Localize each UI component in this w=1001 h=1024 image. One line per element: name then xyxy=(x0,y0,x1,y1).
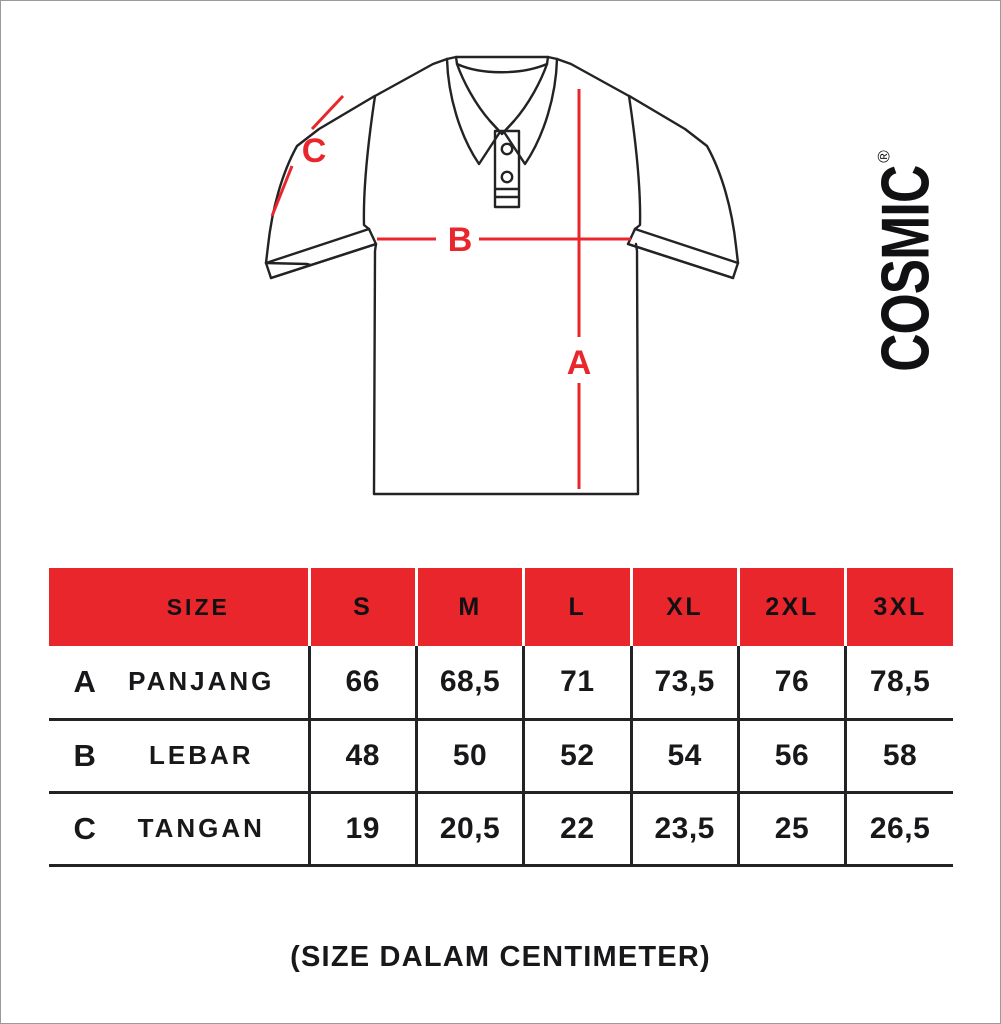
cell-tangan-xl: 23,5 xyxy=(631,792,738,865)
header-cell-2xl: 2XL xyxy=(738,568,845,646)
header-cell-m: M xyxy=(416,568,523,646)
cell-lebar-m: 50 xyxy=(416,719,523,792)
size-table xyxy=(49,568,953,867)
collar-inner-band xyxy=(457,64,547,72)
size-table-body xyxy=(49,646,953,865)
cell-lebar-2xl: 56 xyxy=(738,719,845,792)
table-row xyxy=(49,792,953,865)
cell-lebar-s: 48 xyxy=(309,719,416,792)
size-table-container xyxy=(49,568,953,867)
right-sleeve-inner-seam xyxy=(629,96,640,229)
table-row xyxy=(49,719,953,792)
cell-lebar-xl: 54 xyxy=(631,719,738,792)
left-body-side xyxy=(374,244,376,494)
neck-opening xyxy=(375,59,629,96)
registered-trademark-icon: ® xyxy=(874,150,894,163)
row-header-lebar xyxy=(49,719,309,792)
header-cell-3xl: 3XL xyxy=(846,568,953,646)
cell-tangan-m: 20,5 xyxy=(416,792,523,865)
row-header-panjang xyxy=(49,646,309,719)
table-row xyxy=(49,646,953,719)
header-cell-xl: XL xyxy=(631,568,738,646)
cell-panjang-3xl: 78,5 xyxy=(846,646,953,719)
header-cell-s: S xyxy=(309,568,416,646)
header-cell-l: L xyxy=(524,568,631,646)
cell-tangan-l: 22 xyxy=(524,792,631,865)
shirt-outline-group xyxy=(266,57,738,494)
row-letter-a: A xyxy=(73,663,97,699)
right-body-side xyxy=(636,244,638,494)
brand-wordmark: COSMIC xyxy=(868,165,944,372)
marker-label-b: B xyxy=(447,221,473,259)
header-cell-size: SIZE xyxy=(49,568,309,646)
header-row xyxy=(49,568,953,646)
cell-lebar-3xl: 58 xyxy=(846,719,953,792)
cell-panjang-m: 68,5 xyxy=(416,646,523,719)
left-sleeve-cuff-edge xyxy=(266,229,376,278)
button-placket-group xyxy=(495,131,519,207)
cell-panjang-2xl: 76 xyxy=(738,646,845,719)
cell-panjang-s: 66 xyxy=(309,646,416,719)
cell-tangan-3xl: 26,5 xyxy=(846,792,953,865)
marker-label-c: C xyxy=(301,132,327,170)
right-sleeve-cuff-edge xyxy=(628,229,738,278)
cell-panjang-l: 71 xyxy=(524,646,631,719)
row-header-tangan xyxy=(49,792,309,865)
brand-logo xyxy=(846,126,966,396)
left-sleeve-inner-seam xyxy=(364,96,375,229)
collar-outer xyxy=(447,57,557,59)
marker-label-a: A xyxy=(566,344,592,382)
row-letter-c: C xyxy=(73,810,97,846)
brand-logo-inner xyxy=(868,150,944,372)
cell-lebar-l: 52 xyxy=(524,719,631,792)
left-sleeve-cuff xyxy=(266,229,376,278)
right-sleeve-cuff xyxy=(628,229,738,278)
cell-tangan-s: 19 xyxy=(309,792,416,865)
button-placket xyxy=(495,131,519,207)
marker-c-line-lower xyxy=(272,166,292,216)
unit-caption: (SIZE DALAM CENTIMETER) xyxy=(290,941,711,973)
right-shoulder-and-sleeve xyxy=(629,96,738,263)
row-letter-b: B xyxy=(73,737,97,773)
measurement-labels-group xyxy=(302,132,592,382)
row-name-lebar: LEBAR xyxy=(149,740,254,770)
placket-button-lower xyxy=(502,172,512,182)
row-name-tangan: TANGAN xyxy=(137,813,265,843)
cell-panjang-xl: 73,5 xyxy=(631,646,738,719)
size-table-header xyxy=(49,568,953,646)
row-name-panjang: PANJANG xyxy=(128,666,275,697)
cell-tangan-2xl: 25 xyxy=(738,792,845,865)
placket-button-upper xyxy=(502,144,512,154)
